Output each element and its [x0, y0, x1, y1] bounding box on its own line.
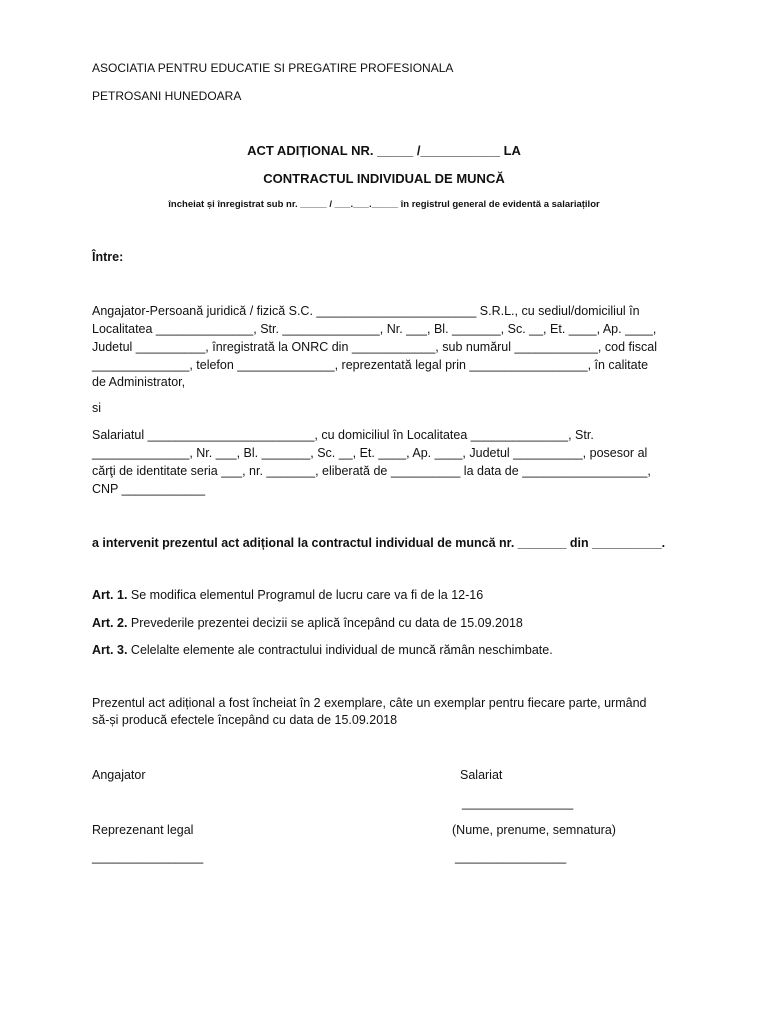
- amendment-statement: a intervenit prezentul act adițional la contractul individual de muncă nr. _______ din __________.: [92, 536, 666, 550]
- employee-signature-label: Salariat: [460, 768, 503, 782]
- employee-line: cărţi de identitate seria ___, nr. _______, eliberată de __________ la data de __________________,: [92, 464, 651, 478]
- article-text: Celelalte elemente ale contractului individual de muncă rămân neschimbate.: [127, 643, 553, 657]
- registration-subtitle: încheiat și înregistrat sub nr. _____ / ___.___._____ în registrul general de evidentă a salariaților: [168, 199, 600, 210]
- employee-line: ______________, Nr. ___, Bl. _______, Sc. __, Et. ____, Ap. ____, Judetul __________, posesor al: [92, 446, 648, 460]
- intro-label: Între:: [92, 250, 124, 264]
- article-label: Art. 3.: [92, 643, 128, 657]
- organization-location: PETROSANI HUNEDOARA: [92, 89, 242, 103]
- article-item: [92, 587, 483, 603]
- employer-line: Localitatea ______________, Str. ______________, Nr. ___, Bl. _______, Sc. __, Et. ____, Ap. ____,: [92, 322, 657, 336]
- employee-line: Salariatul ________________________, cu domiciliul în Localitatea ______________, Str.: [92, 428, 594, 442]
- organization-name: ASOCIATIA PENTRU EDUCATIE SI PREGATIRE PROFESIONALA: [92, 61, 454, 75]
- employee-line: CNP ____________: [92, 482, 206, 496]
- document-title: ACT ADIȚIONAL NR. _____ /___________ LA: [247, 143, 521, 158]
- conjunction-text: si: [92, 401, 102, 415]
- employer-line: Angajator-Persoană juridică / fizică S.C. _______________________ S.R.L., cu sediul/domiciliul în: [92, 304, 640, 318]
- employer-line: de Administrator,: [92, 375, 186, 389]
- employee-name-caption: (Nume, prenume, semnatura): [452, 823, 616, 837]
- article-item: [92, 615, 523, 631]
- article-item: [92, 642, 553, 658]
- employee-signature-line-top: ________________: [462, 796, 574, 810]
- employer-line: Judetul __________, înregistrată la ONRC din ____________, sub numărul ____________, cod fiscal: [92, 340, 657, 354]
- article-label: Art. 2.: [92, 616, 128, 630]
- contract-title: CONTRACTUL INDIVIDUAL DE MUNCĂ: [263, 171, 505, 186]
- closing-line: să-și producă efectele începând cu data de 15.09.2018: [92, 713, 398, 727]
- article-text: Prevederile prezentei decizii se aplică începând cu data de 15.09.2018: [127, 616, 523, 630]
- closing-line: Prezentul act adițional a fost încheiat în 2 exemplare, câte un exemplar pentru fiecare parte, urmând: [92, 696, 647, 710]
- employer-signature-line: ________________: [92, 850, 204, 864]
- employer-line: ______________, telefon ______________, reprezentată legal prin _________________, în calitate: [92, 358, 649, 372]
- employee-signature-line-bottom: ________________: [455, 850, 567, 864]
- article-text: Se modifica elementul Programul de lucru care va fi de la 12-16: [127, 588, 484, 602]
- article-label: Art. 1.: [92, 588, 128, 602]
- employer-signature-label: Angajator: [92, 768, 146, 782]
- employer-representative-label: Reprezenant legal: [92, 823, 194, 837]
